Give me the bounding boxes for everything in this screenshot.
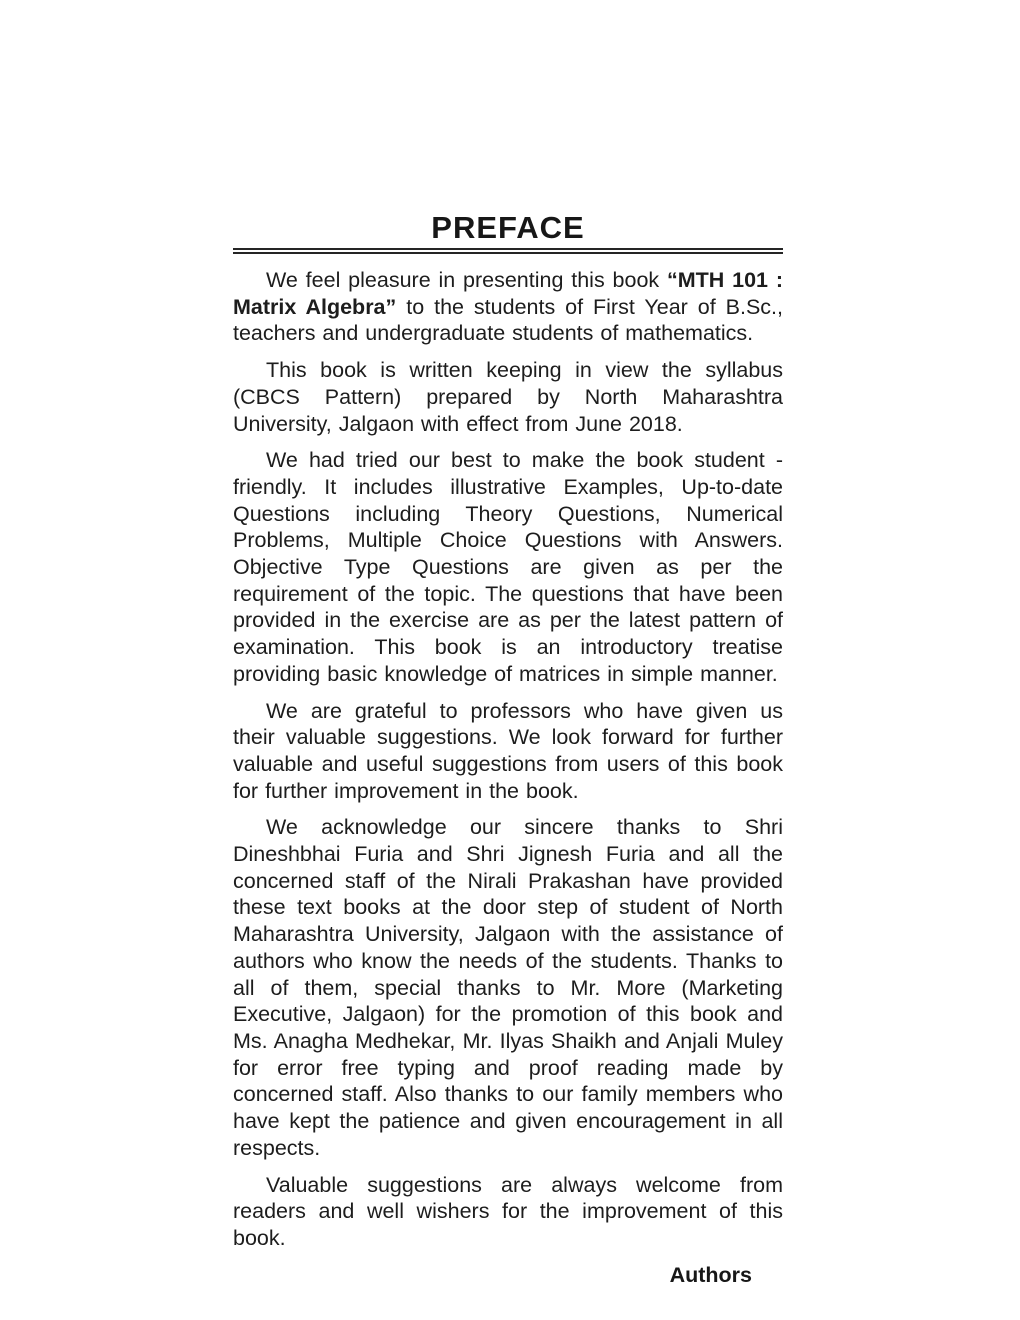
paragraph-intro-rest: to the students of First Year of B.Sc., teachers and undergraduate students of mathematics. (233, 294, 783, 346)
paragraph-syllabus: This book is written keeping in view the syllabus (CBCS Pattern) prepared by North Maharashtra University, Jalgaon with effect from June 2018. (233, 358, 783, 436)
paragraph-acknowledgements: We acknowledge our sincere thanks to Shri Dineshbhai Furia and Shri Jignesh Furia and all the concerned staff of the Nirali Prakashan have provided these text books at the door step of student of North Maharashtra University, Jalgaon with the assistance of authors who know the needs of the students. Thanks to all of them, special thanks to Mr. More (Marketing Executive, Jalgaon) for the promotion of this book and Ms. Anagha Medhekar, Mr. Ilyas Shaikh and Anjali Muley for error free typing and proof reading made by concerned staff. Also thanks to our family members who have kept the patience and given encouragement in all respects. (233, 815, 783, 1160)
authors-signature: Authors (669, 1262, 752, 1287)
title-divider (233, 248, 783, 254)
paragraph-intro-lead: We feel pleasure in presenting this book (266, 268, 667, 292)
preface-body (233, 267, 783, 1252)
paragraph-suggestions: Valuable suggestions are always welcome from readers and well wishers for the improvement of this book. (233, 1172, 783, 1250)
paragraph-intro (233, 267, 783, 347)
page-title: PREFACE (431, 210, 585, 245)
paragraph-gratitude: We are grateful to professors who have given us their valuable suggestions. We look forward for further valuable and useful suggestions from users of this book for further improvement in the book. (233, 698, 783, 803)
book-title-text: “MTH 101 : Matrix Algebra” (233, 268, 783, 319)
text-column (233, 211, 783, 1288)
paragraph-features: We had tried our best to make the book student - friendly. It includes illustrative Examples, Up-to-date Questions including Theory Questions, Numerical Problems, Multiple Choice Questions with Answers. Objective Type Questions are given as per the requirement of the topic. The questions that have been provided in the exercise are as per the latest pattern of examination. This book is an introductory treatise providing basic knowledge of matrices in simple manner. (233, 448, 783, 686)
